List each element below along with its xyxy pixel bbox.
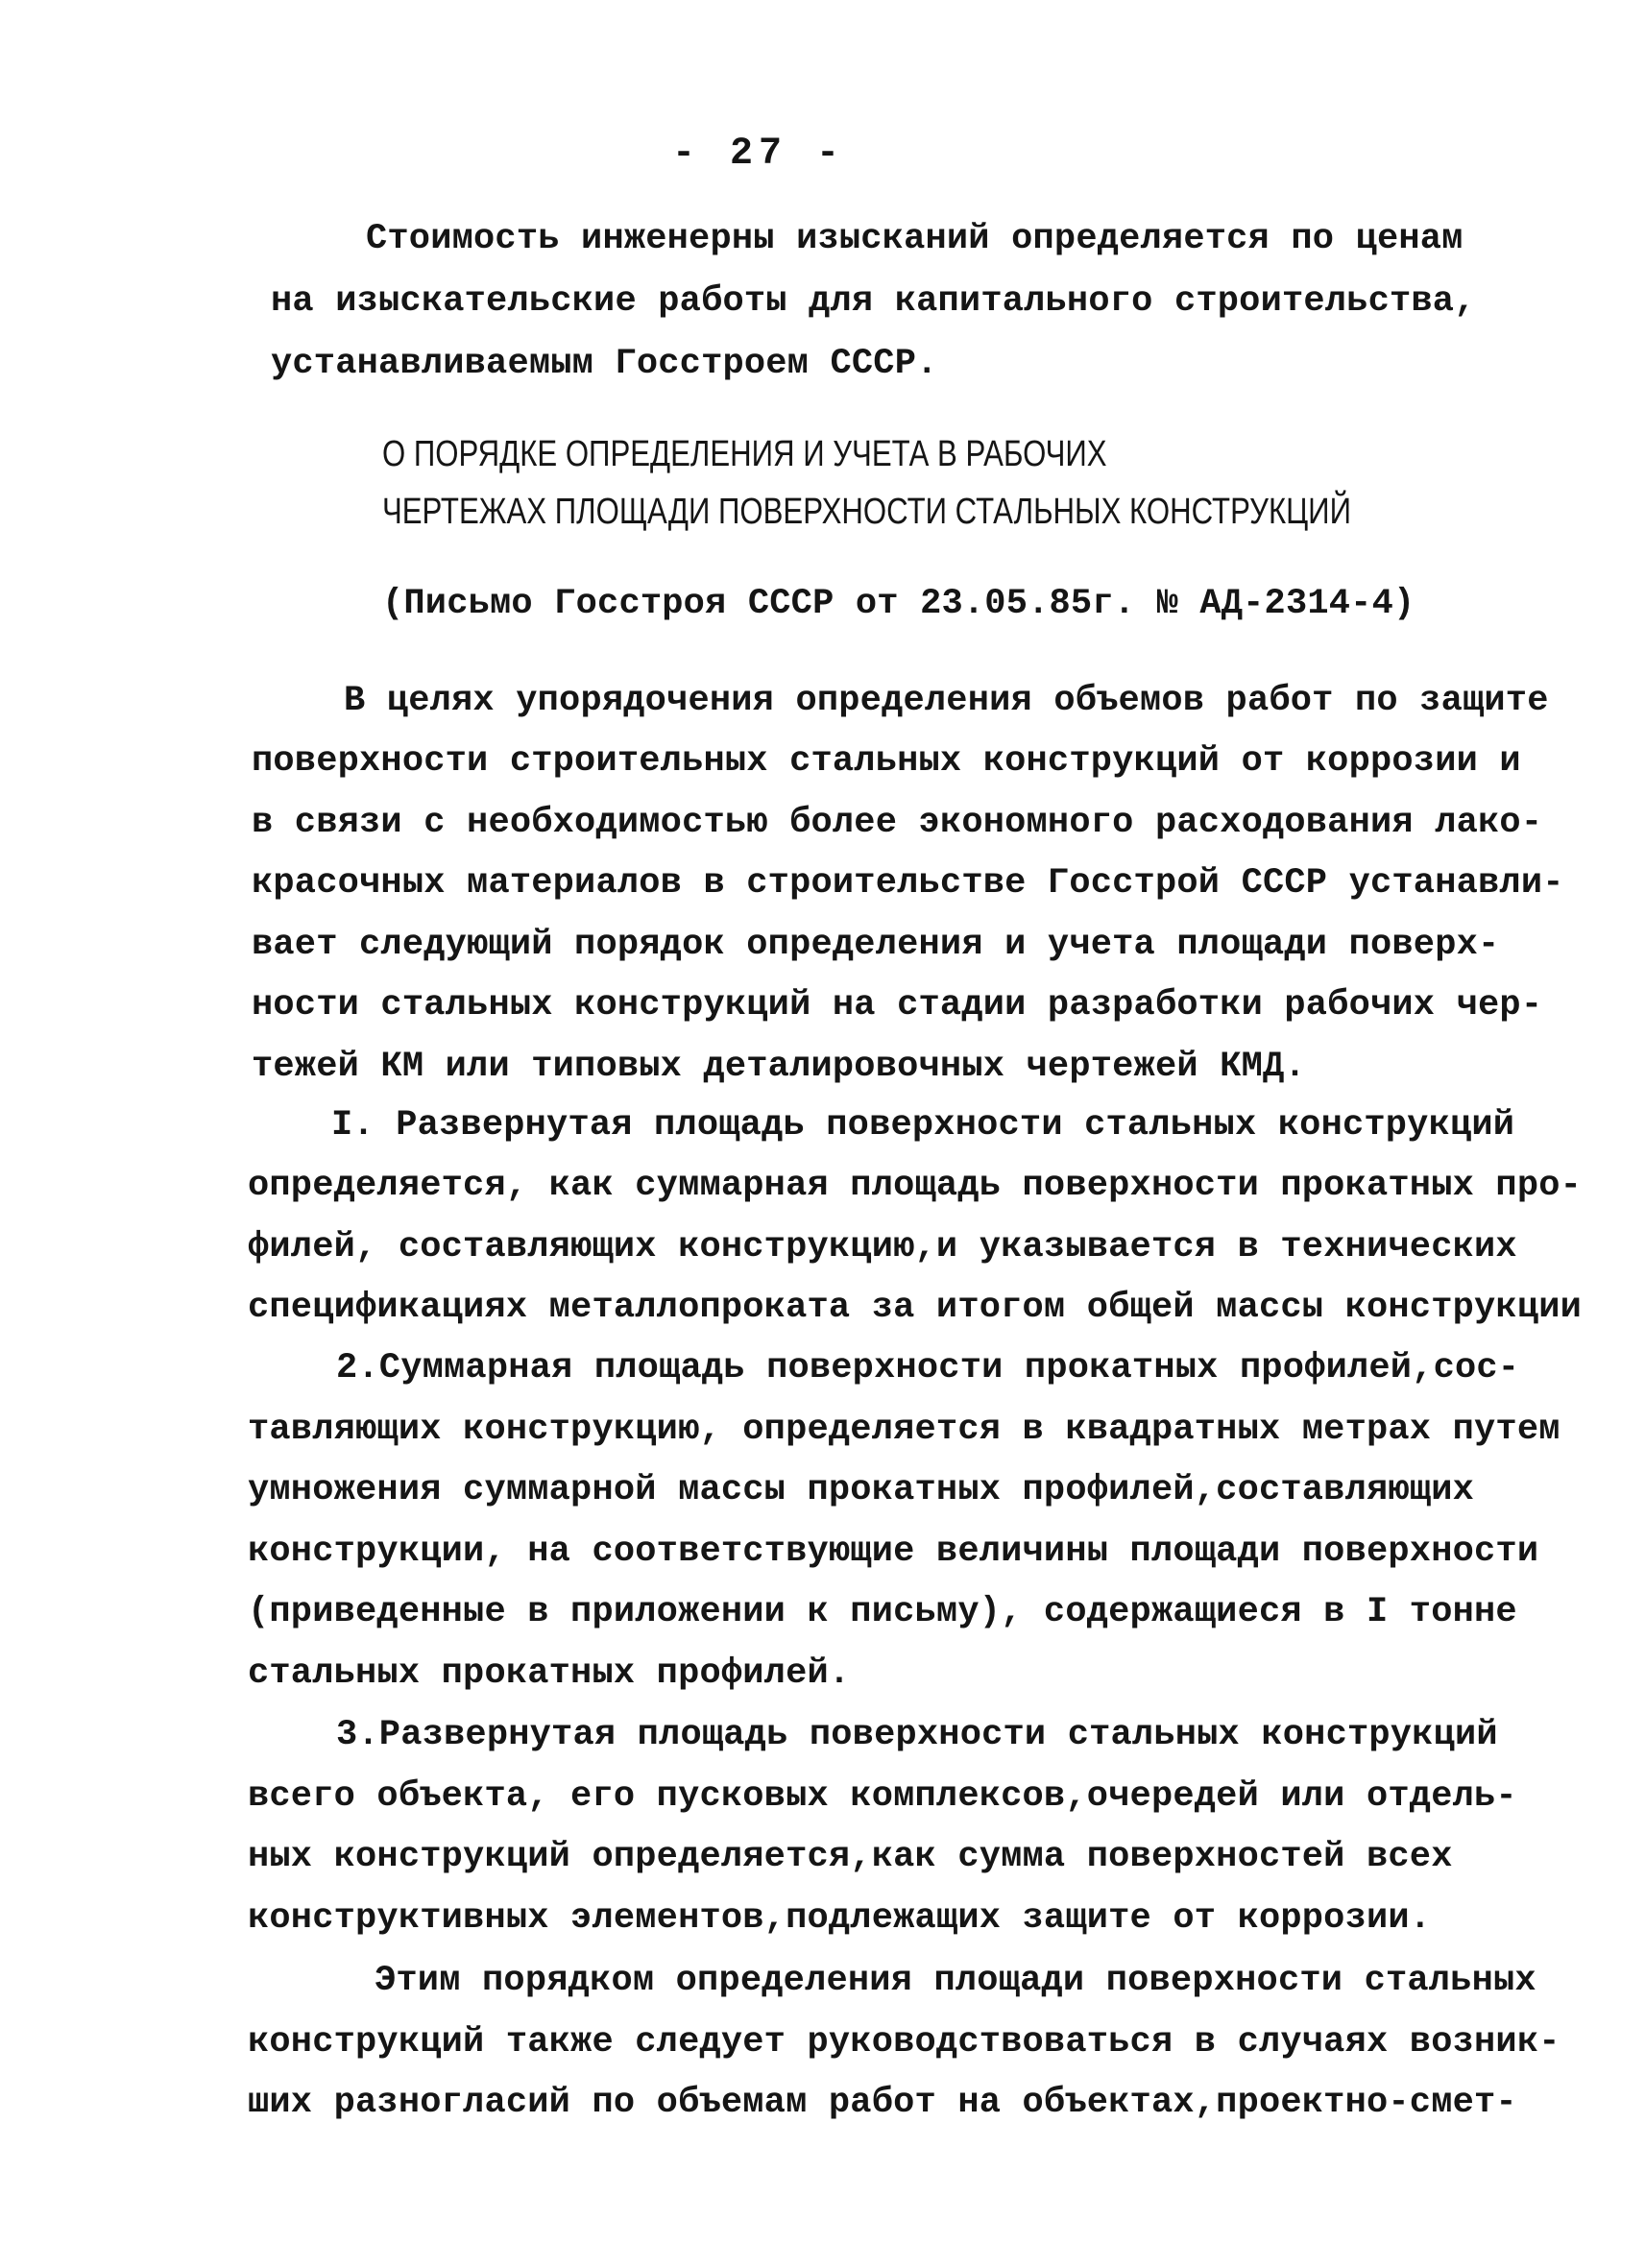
clause-3-line-3: ных конструкций определяется,как сумма поверхностей всех — [248, 1837, 1453, 1877]
clause-2-line-6: стальных прокатных профилей. — [248, 1653, 851, 1694]
clause-2-line-1: 2.Суммарная площадь поверхности прокатных профилей,сос- — [336, 1348, 1520, 1388]
section-title-line-1: О ПОРЯДКЕ ОПРЕДЕЛЕНИЯ И УЧЕТА В РАБОЧИХ — [382, 434, 1107, 474]
intro-line-1: Стоимость инженерны изысканий определяется по ценам — [366, 219, 1464, 259]
clause-1-line-1: I. Развернутая площадь поверхности стальных конструкций — [331, 1105, 1515, 1146]
intro-line-2: на изыскательские работы для капитального строительства, — [271, 281, 1476, 322]
preamble-line-7: тежей КМ или типовых деталировочных чертежей КМД. — [252, 1047, 1306, 1087]
preamble-line-6: ности стальных конструкций на стадии разработки рабочих чер- — [252, 985, 1543, 1025]
intro-line-3: устанавливаемым Госстроем СССР. — [271, 344, 938, 384]
preamble-line-2: поверхности строительных стальных конструкций от коррозии и — [252, 741, 1521, 782]
clause-2-line-2: тавляющих конструкцию, определяется в квадратных метрах путем — [248, 1410, 1560, 1450]
letter-reference: (Письмо Госстроя СССР от 23.05.85г. № АД-2314-4) — [382, 584, 1415, 624]
preamble-line-3: в связи с необходимостью более экономного расходования лако- — [252, 803, 1543, 843]
closing-line-2: конструкций также следует руководствоваться в случаях возник- — [248, 2022, 1560, 2063]
closing-line-1: Этим порядком определения площади поверхности стальных — [375, 1961, 1536, 2001]
preamble-line-5: вает следующий порядок определения и учета площади поверх- — [252, 925, 1500, 965]
preamble-line-1: В целях упорядочения определения объемов работ по защите — [344, 681, 1549, 721]
clause-1-line-3: филей, составляющих конструкцию,и указывается в технических — [248, 1227, 1517, 1267]
clause-1-line-4: спецификациях металлопроката за итогом общей массы конструкции — [248, 1288, 1583, 1328]
clause-2-line-5: (приведенные в приложении к письму), содержащиеся в I тонне — [248, 1592, 1517, 1632]
clause-1-line-2: определяется, как суммарная площадь поверхности прокатных про- — [248, 1166, 1583, 1206]
clause-2-line-3: умножения суммарной массы прокатных профилей,составляющих — [248, 1470, 1475, 1510]
preamble-line-4: красочных материалов в строительстве Госстрой СССР устанавли- — [252, 863, 1564, 904]
clause-3-line-4: конструктивных элементов,подлежащих защите от коррозии. — [248, 1898, 1432, 1939]
page-number: - 27 - — [672, 133, 846, 176]
section-title-line-2: ЧЕРТЕЖАХ ПЛОЩАДИ ПОВЕРХНОСТИ СТАЛЬНЫХ КОНСТРУКЦИЙ — [382, 492, 1351, 532]
closing-line-3: ших разногласий по объемам работ на объектах,проектно-смет- — [248, 2083, 1517, 2123]
clause-3-line-1: 3.Развернутая площадь поверхности стальных конструкций — [336, 1715, 1498, 1755]
clause-2-line-4: конструкции, на соответствующие величины площади поверхности — [248, 1532, 1539, 1572]
clause-3-line-2: всего объекта, его пусковых комплексов,очередей или отдель- — [248, 1776, 1517, 1817]
